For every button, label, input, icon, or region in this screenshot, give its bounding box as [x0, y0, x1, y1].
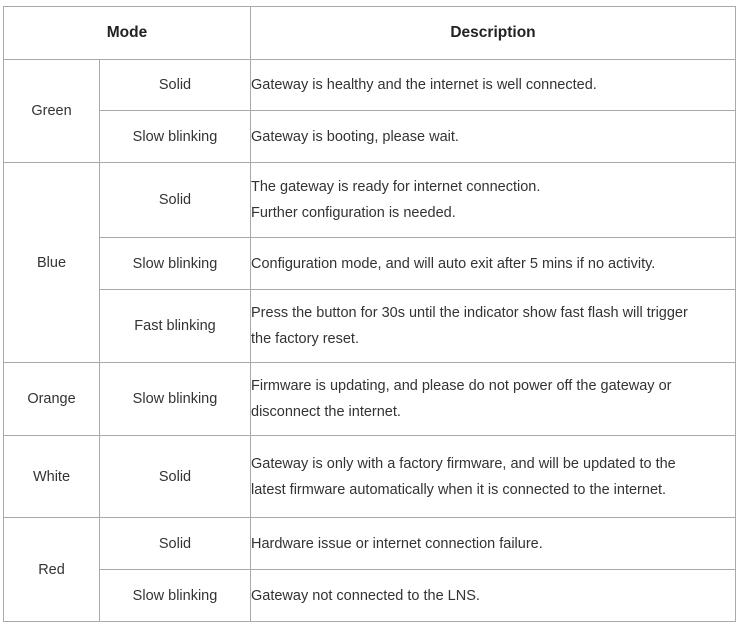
description-line: latest firmware automatically when it is connected to the internet. [251, 481, 667, 498]
table-row [4, 363, 736, 436]
table-row [4, 570, 736, 622]
description-line: The gateway is ready for internet connection. [251, 179, 541, 195]
table-row [4, 436, 736, 518]
mode-cell: Fast blinking [100, 290, 251, 363]
description-cell [251, 60, 736, 111]
description-cell [251, 570, 736, 622]
table-header-row [4, 7, 736, 60]
description-line: Press the button for 30s until the indicator show fast flash will trigger [251, 305, 688, 321]
table-row [4, 518, 736, 570]
mode-cell: Solid [100, 518, 251, 570]
description-cell [251, 518, 736, 570]
description-cell [251, 111, 736, 163]
description-cell [251, 238, 736, 290]
description-line: Hardware issue or internet connection failure. [251, 535, 543, 552]
description-line: Gateway is booting, please wait. [251, 128, 459, 145]
description-line: Gateway is only with a factory firmware, and will be updated to the [251, 455, 676, 472]
table-row [4, 60, 736, 111]
description-line: Configuration mode, and will auto exit after 5 mins if no activity. [251, 255, 656, 272]
description-line: disconnect the internet. [251, 404, 401, 420]
table-row [4, 111, 736, 163]
header-mode: Mode [4, 7, 251, 60]
description-cell [251, 163, 736, 238]
color-cell: Blue [4, 163, 100, 363]
color-cell: Green [4, 60, 100, 163]
mode-cell: Solid [100, 436, 251, 518]
description-line: Further configuration is needed. [251, 205, 456, 221]
mode-cell: Solid [100, 60, 251, 111]
description-line: the factory reset. [251, 331, 359, 347]
description-cell [251, 436, 736, 518]
table-row [4, 290, 736, 363]
description-line: Gateway is healthy and the internet is well connected. [251, 77, 597, 93]
description-cell [251, 363, 736, 436]
led-indicator-table [3, 6, 736, 622]
description-line: Firmware is updating, and please do not power off the gateway or [251, 378, 672, 394]
header-description: Description [251, 7, 736, 60]
table-row [4, 163, 736, 238]
description-cell [251, 290, 736, 363]
mode-cell: Slow blinking [100, 570, 251, 622]
color-cell: Red [4, 518, 100, 622]
mode-cell: Slow blinking [100, 111, 251, 163]
description-line: Gateway not connected to the LNS. [251, 587, 480, 604]
color-cell: White [4, 436, 100, 518]
mode-cell: Slow blinking [100, 363, 251, 436]
mode-cell: Solid [100, 163, 251, 238]
color-cell: Orange [4, 363, 100, 436]
mode-cell: Slow blinking [100, 238, 251, 290]
table-row [4, 238, 736, 290]
